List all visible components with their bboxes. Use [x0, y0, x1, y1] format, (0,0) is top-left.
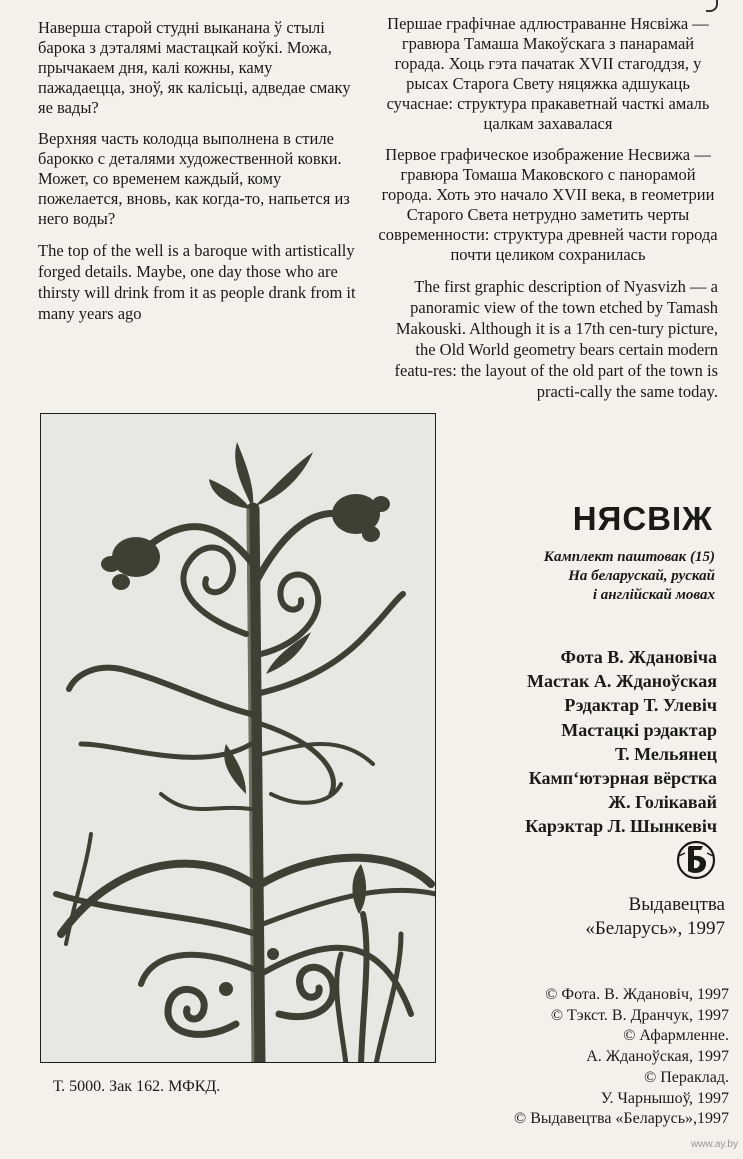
right-text-english: The first graphic description of Nyasvizh — a panoramic view of the town etched by Tamash Makouski. Although it is a 17th cen-tury picture, the Old World geometry bears certain modern featu-res: the layout of the old part of the town is practi-cally the same today.	[394, 277, 718, 401]
wrought-iron-illustration	[41, 414, 436, 1063]
credit-line: Мастак А. Жданоўская	[526, 671, 717, 692]
left-text-english: The top of the well is a baroque with artistically forged details. Maybe, one day those who are thirsty will drink from it as people drank from it many years ago	[38, 241, 356, 323]
credit-line: Мастацкі рэдактар	[561, 719, 717, 740]
publisher-info	[425, 893, 725, 941]
credits-list	[417, 645, 717, 839]
copyright-line: © Тэкст. В. Дранчук, 1997	[550, 1006, 729, 1024]
copyright-line: © Пераклад.	[644, 1068, 729, 1086]
subtitle-line: На беларускай, рускай	[568, 568, 715, 584]
copyright-line: © Фота. В. Ждановіч, 1997	[545, 986, 729, 1003]
copyright-line: У. Чарнышоў, 1997	[600, 1089, 729, 1107]
left-text-belarusian: Наверша старой студні выканана ў стылі барока з дэталямі мастацкай коўкі. Можа, прычакаем дня, калі кожны, каму пажадаецца, зноў, як калісьці, адведае смаку яе вады?	[38, 18, 351, 117]
credit-line: Карэктар Л. Шынкевіч	[525, 816, 717, 837]
publisher-line: Выдавецтва	[628, 894, 725, 915]
copyright-line: © Выдавецтва «Беларусь»,1997	[514, 1110, 729, 1128]
right-text-column	[378, 14, 718, 413]
watermark: www.ay.by	[690, 1139, 738, 1150]
publisher-logo-icon	[675, 836, 717, 884]
right-text-russian: Первое графическое изображение Несвижа — гравюра Томаша Маковского с панорамой города. Хоть это начало XVII века, в геометрии Старого Света нетрудно заметить черты современности: структура древней части города почти целиком сохранилась	[378, 145, 718, 264]
print-run-info: Т. 5000. Зак 162. МФКД.	[53, 1078, 221, 1095]
credit-line: Камп‘ютэрная вёрстка	[528, 768, 717, 789]
publisher-line: «Беларусь», 1997	[585, 918, 725, 939]
credit-line: Т. Мельянец	[614, 743, 717, 764]
right-text-belarusian: Першае графічнае адлюстраванне Нясвіжа — гравюра Тамаша Макоўскага з панарамай горада. Хоць гэта пачатак XVII стагоддзя, у рысах Старога Свету няцяжка адшукаць сучаснае: структура пракаветнай часткі амаль цалкам захавалася	[386, 14, 710, 133]
copyright-block	[399, 985, 729, 1130]
page-title: НЯСВІЖ	[572, 500, 713, 537]
copyright-line: © Афармленне.	[623, 1027, 729, 1045]
page-corner-mark	[706, 0, 718, 12]
subtitle-line: Камплект паштовак (15)	[543, 549, 715, 565]
copyright-line: А. Жданоўская, 1997	[586, 1048, 729, 1066]
credit-line: Ж. Голікавай	[608, 792, 717, 813]
left-text-column	[38, 18, 363, 335]
left-text-russian: Верхняя часть колодца выполнена в стиле барокко с деталями художественной ковки. Может, со временем каждый, кому пожелается, вновь, как когда-то, напьется из него воды?	[38, 129, 350, 228]
subtitle-line: і англійскай мовах	[592, 587, 715, 603]
credit-line: Рэдактар Т. Улевіч	[564, 695, 717, 716]
wrought-iron-photo	[40, 413, 436, 1063]
credit-line: Фота В. Ждановіча	[560, 647, 717, 667]
postcard-set-subtitle	[415, 548, 715, 605]
